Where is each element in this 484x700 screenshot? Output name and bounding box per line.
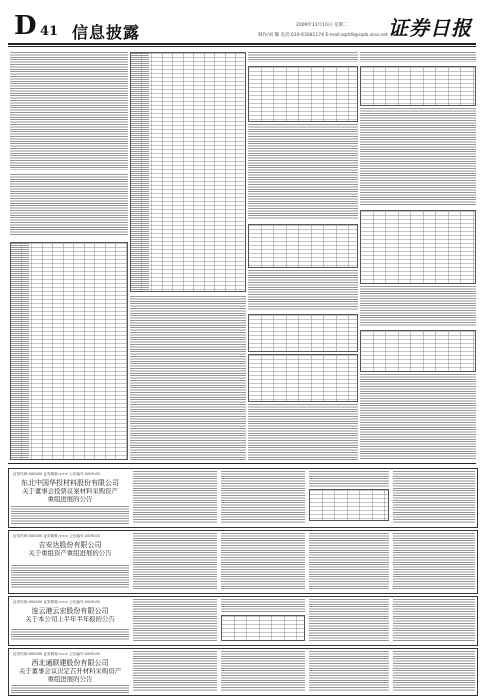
announcement-text	[309, 471, 389, 487]
announcement-title-line2: 重组进展的公告	[47, 676, 93, 683]
article-text	[360, 108, 476, 206]
newspaper-logo: 证券日报	[388, 16, 472, 40]
section-letter: D	[14, 11, 37, 41]
data-table	[10, 242, 128, 460]
section-title: 信息披露	[72, 23, 141, 42]
announcement-text	[221, 651, 305, 691]
header-rule-thin	[8, 46, 476, 47]
announcement-body	[133, 651, 475, 693]
announcement-text	[133, 651, 217, 691]
company-name: 西北通联建股份有限公司	[31, 659, 109, 667]
announcement-text	[309, 533, 389, 589]
announcement-title: 关于董事会议决定召开材料采购资产	[18, 668, 122, 675]
announcement-text	[393, 651, 475, 691]
announcement-title: 关于董事会投票议案材料采购资产	[22, 488, 118, 495]
article-text	[248, 270, 358, 310]
announcement-title: 关于重组资产重组进展的公告	[28, 550, 112, 557]
announcement-heading	[11, 533, 129, 591]
announcement-text	[393, 471, 475, 523]
stock-codes: 证券代码:000000 证券简称:××× 公告编号:2009-00	[13, 600, 100, 604]
article-text	[130, 296, 246, 460]
header-rule	[8, 43, 476, 45]
article-column-2	[130, 52, 246, 460]
announcement-heading	[11, 599, 129, 643]
data-table	[309, 489, 389, 521]
stock-codes: 证券代码:000000 证券简称:××× 公告编号:2009-00	[13, 652, 100, 656]
article-column-3	[248, 52, 358, 460]
announcement-text	[133, 599, 217, 641]
announcement-text	[11, 685, 129, 693]
article-column-1	[10, 52, 128, 460]
data-table	[360, 210, 476, 284]
stock-codes: 证券代码:000000 证券简称:××× 公告编号:2009-00	[13, 472, 100, 476]
article-text	[360, 52, 476, 62]
article-text	[360, 286, 476, 326]
announcement-text	[221, 599, 305, 613]
article-text	[360, 374, 476, 460]
data-table	[360, 66, 476, 106]
announcement-body	[133, 533, 475, 591]
announcement-heading	[11, 471, 129, 525]
announcement-body	[133, 599, 475, 643]
data-table	[248, 224, 358, 268]
announcement-title: 关于本公司上半年半年报的公告	[25, 616, 115, 623]
announcement-text	[11, 565, 129, 589]
announcement-title-line2: 重组进展的公告	[47, 496, 93, 503]
article-column-4	[360, 52, 476, 460]
announcement-box	[8, 648, 478, 696]
issue-date: 2009年11月10日 星期二	[296, 23, 348, 28]
data-table	[248, 314, 358, 352]
data-table	[248, 354, 358, 402]
announcement-box	[8, 596, 478, 646]
announcement-text	[133, 533, 217, 589]
announcement-text	[133, 471, 217, 523]
company-name: 东北中国华投材料股份有限公司	[21, 479, 119, 487]
announcement-text	[393, 533, 475, 589]
section-divider	[8, 463, 476, 464]
company-name: 连云港云宏股份有限公司	[31, 607, 109, 615]
article-text	[248, 124, 358, 220]
page-header	[8, 10, 476, 44]
announcement-text	[393, 599, 475, 641]
announcement-text	[221, 471, 305, 523]
announcement-text	[11, 629, 129, 641]
page-number: 41	[40, 24, 59, 39]
article-text	[10, 52, 128, 170]
data-table	[221, 615, 305, 641]
announcement-text	[11, 506, 129, 524]
announcement-box	[8, 530, 478, 594]
stock-codes: 证券代码:000000 证券简称:××× 公告编号:2009-00	[13, 534, 100, 538]
article-text	[248, 52, 358, 62]
data-table	[248, 66, 358, 122]
announcement-body	[133, 471, 475, 525]
data-table	[360, 330, 476, 372]
announcement-box	[8, 468, 478, 528]
announcement-heading	[11, 651, 129, 693]
company-name: 吉安达股份有限公司	[38, 541, 102, 549]
article-text	[248, 404, 358, 460]
announcement-text	[309, 599, 389, 641]
data-table	[130, 52, 246, 292]
announcement-text	[309, 651, 389, 691]
editor-credit: 制作/刘 馨 电话:010-63081174 E-mail:zqrb9@zqrb.sina.net	[258, 33, 388, 38]
article-text	[10, 174, 128, 236]
announcement-text	[221, 533, 305, 589]
